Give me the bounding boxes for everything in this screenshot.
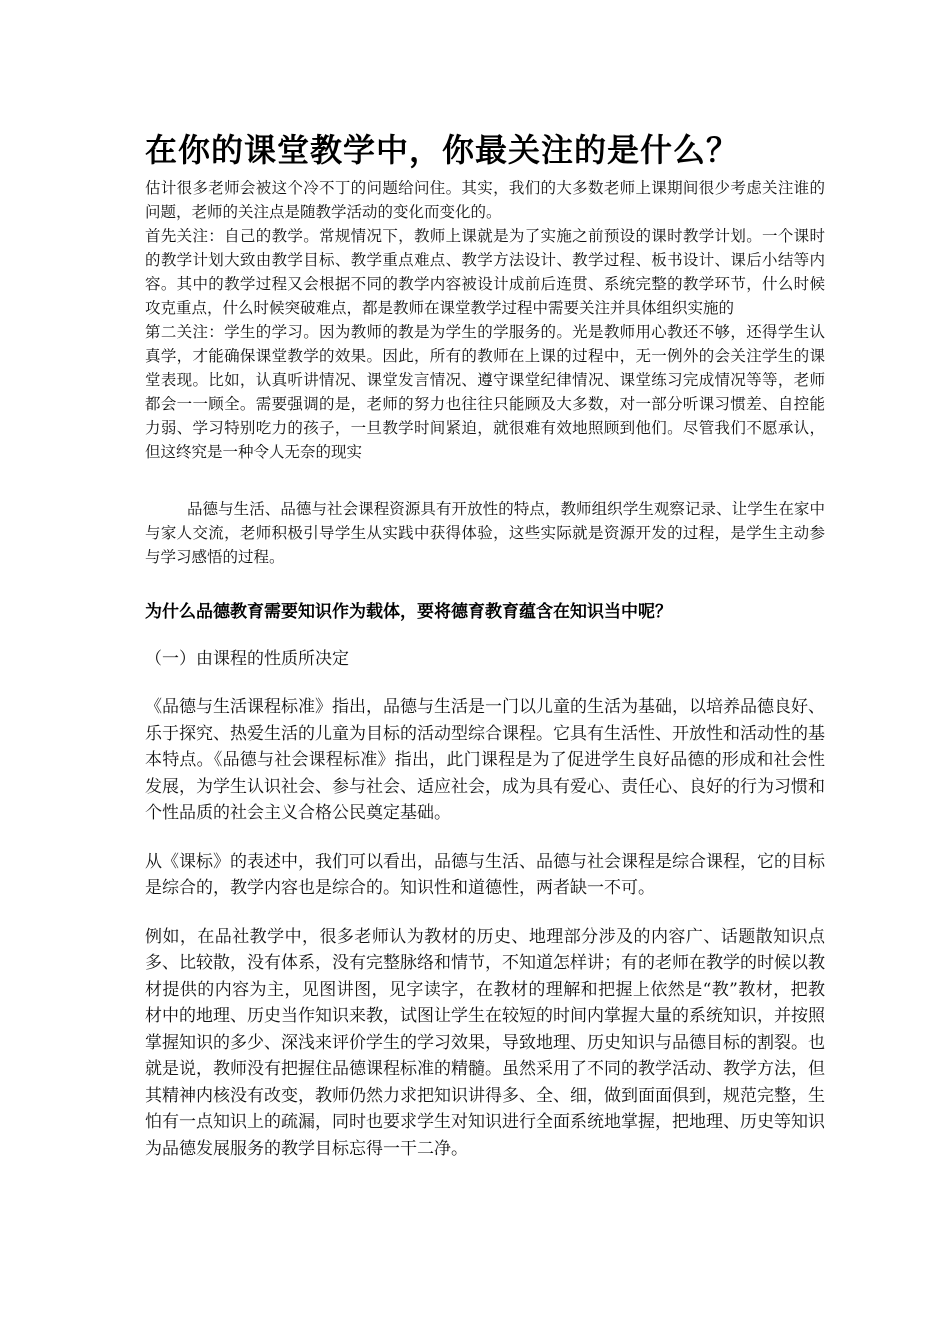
resource-paragraph: 品德与生活、品德与社会课程资源具有开放性的特点，教师组织学生观察记录、让学生在家中与家人交流，老师积极引导学生从实践中获得体验，这些实际就是资源开发的过程，是学生主动参与学习感悟的过程。 (145, 500, 825, 566)
paragraph-text: 从《课标》的表述中，我们可以看出，品德与生活、品德与社会课程是综合课程，它的目标是综合的，教学内容也是综合的。知识性和道德性，两者缺一不可。 (145, 851, 825, 898)
body-paragraph (145, 694, 825, 827)
intro-paragraph: 首先关注：自己的教学。常规情况下，教师上课就是为了实施之前预设的课时教学计划。一个课时的教学计划大致由教学目标、教学重点难点、教学方法设计、教学过程、板书设计、课后小结等内容。其中的教学过程又会根据不同的教学内容被设计成前后连贯、系统完整的教学环节，什么时候攻克重点，什么时候突破难点，都是教师在课堂教学过程中需要关注并具体组织实施的 (145, 227, 825, 317)
paragraph-text: 例如，在品社教学中，很多老师认为教材的历史、地理部分涉及的内容广、话题散知识点多、比较散，没有体系，没有完整脉络和情节，不知道怎样讲；有的老师在教学的时候以教材提供的内容为主，见图讲图，见字读字，在教材的理解和把握上依然是“教”教材，把教材中的地理、历史当作知识来教，试图让学生在较短的时间内掌握大量的系统知识，并按照掌握知识的多少、深浅来评价学生的学习效果，导致地理、历史知识与品德目标的割裂。也就是说，教师没有把握住品德课程标准的精髓。虽然采用了不同的教学活动、教学方法，但其精神内核没有改变，教师仍然力求把知识讲得多、全、细，做到面面俱到，规范完整，生怕有一点知识上的疏漏，同时也要求学生对知识进行全面系统地掌握，把地理、历史等知识为品德发展服务的教学目标忘得一干二净。 (145, 926, 825, 1159)
intro-paragraph: 估计很多老师会被这个冷不丁的问题给问住。其实，我们的大多数老师上课期间很少考虑关注谁的问题，老师的关注点是随教学活动的变化而变化的。 (145, 179, 825, 221)
body-paragraph (145, 924, 825, 1163)
section-heading: （一）由课程的性质所决定 (145, 649, 349, 669)
question-heading: 为什么品德教育需要知识作为载体，要将德育教育蕴含在知识当中呢？ (145, 602, 672, 622)
paragraph-text: 《品德与生活课程标准》指出，品德与生活是一门以儿童的生活为基础，以培养品德良好、乐于探究、热爱生活的儿童为目标的活动型综合课程。它具有生活性、开放性和活动性的基本特点。《品德与社会课程标准》指出，此门课程是为了促进学生良好品德的形成和社会性发展，为学生认识社会、参与社会、适应社会，成为具有爱心、责任心、良好的行为习惯和个性品质的社会主义合格公民奠定基础。 (145, 697, 825, 823)
intro-section (145, 176, 825, 464)
document-content (145, 128, 825, 1162)
page-title: 在你的课堂教学中，你最关注的是什么？ (145, 131, 740, 169)
body-paragraph (145, 849, 825, 902)
intro-paragraph: 第二关注：学生的学习。因为教师的教是为学生的学服务的。光是教师用心教还不够，还得学生认真学，才能确保课堂教学的效果。因此，所有的教师在上课的过程中，无一例外的会关注学生的课堂表现。比如，认真听讲情况、课堂发言情况、遵守课堂纪律情况、课堂练习完成情况等等，老师都会一一顾全。需要强调的是，老师的努力也往往只能顾及大多数，对一部分听课习惯差、自控能力弱、学习特别吃力的孩子，一旦教学时间紧迫，就很难有效地照顾到他们。尽管我们不愿承认，但这终究是一种令人无奈的现实 (145, 323, 825, 461)
